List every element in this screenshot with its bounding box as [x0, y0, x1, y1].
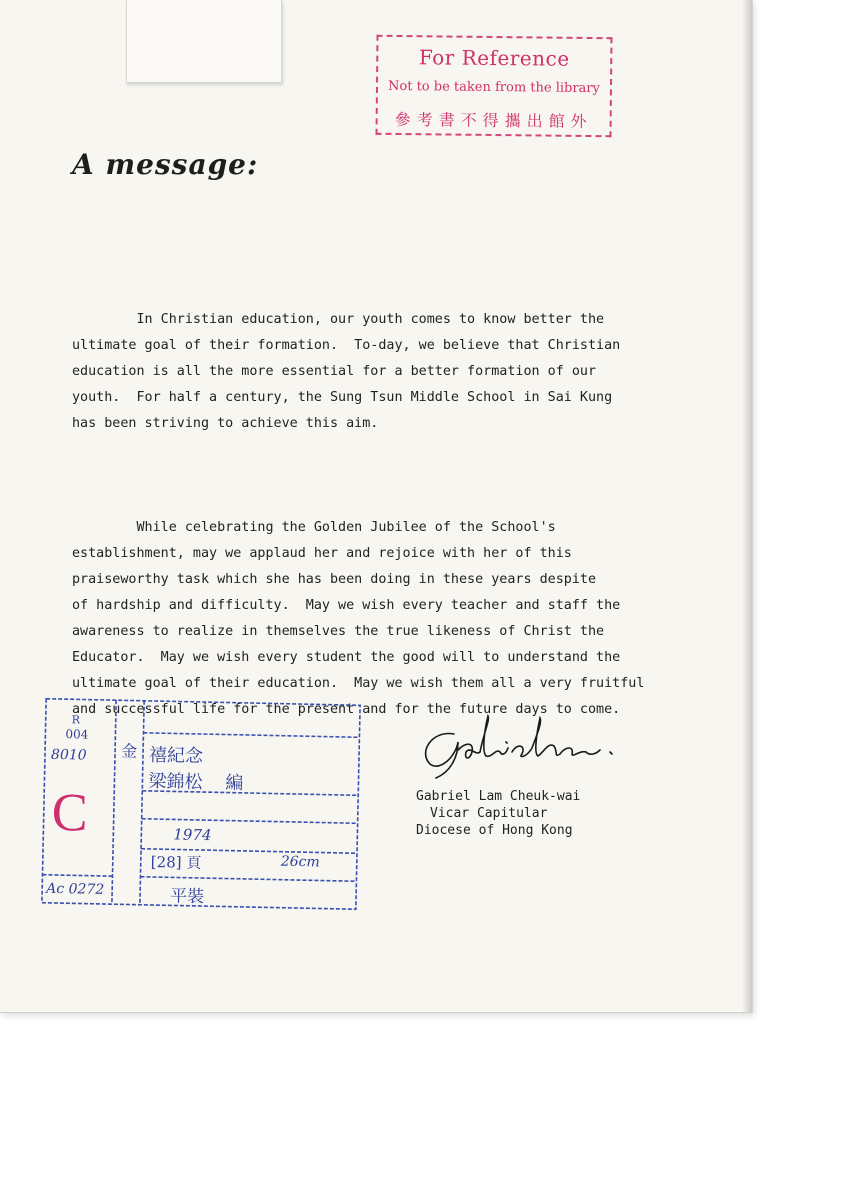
- signatory-title: Vicar Capitular: [430, 806, 548, 821]
- catalog-binding: 平裝: [169, 886, 205, 908]
- call-number-class: 004: [65, 727, 89, 742]
- call-number: 8010: [50, 746, 87, 764]
- page-edge-shadow: [742, 0, 752, 1012]
- signatory-name: Gabriel Lam Cheuk-wai: [416, 789, 581, 804]
- stamp-subtitle: Not to be taken from the library: [387, 78, 600, 97]
- reference-stamp: [375, 35, 612, 137]
- catalog-size: 26cm: [280, 853, 320, 871]
- signatory-org: Diocese of Hong Kong: [416, 823, 573, 838]
- library-catalog-stamp: [40, 697, 362, 912]
- stamp-chinese: 參考書不得攜出館外: [394, 109, 593, 132]
- paragraph-2: While celebrating the Golden Jubilee of the School's establishment, may we applaud her and rejoice with her of this praiseworthy task which she has been doing in these years despite of hardship and difficulty. May we wish every teacher and staff the awareness to realize in themselves the true likeness of Christ the Educator. May we wish every student the good will to understand the ultimate goal of their education. May we wish them all a very fruitful and successful life for the present and for the future days to come.: [72, 520, 645, 717]
- stamp-title: For Reference: [418, 45, 570, 71]
- paragraph-1: In Christian education, our youth comes to know better the ultimate goal of their formation. To-day, we believe that Christian education is all the more essential for a better formation of our youth. For half a century, the Sung Tsun Middle School in Sai Kung has been striving to achieve this aim.: [72, 312, 621, 431]
- collection-mark: 金: [120, 741, 138, 761]
- message-body: [72, 255, 712, 775]
- catalog-year: 1974: [173, 825, 212, 845]
- accession-number: Ac 0272: [46, 880, 105, 898]
- handwritten-signature: [414, 712, 634, 782]
- collection-letter: C: [51, 781, 89, 843]
- catalog-pages: [28] 頁: [150, 852, 202, 873]
- call-number-prefix: R: [71, 713, 81, 727]
- paper-tab-slip: [126, 0, 282, 83]
- page-heading: A message:: [72, 148, 259, 181]
- catalog-title: 禧紀念: [148, 744, 204, 768]
- catalog-editor: 梁錦松 編: [148, 770, 244, 794]
- signature-block: [416, 788, 580, 839]
